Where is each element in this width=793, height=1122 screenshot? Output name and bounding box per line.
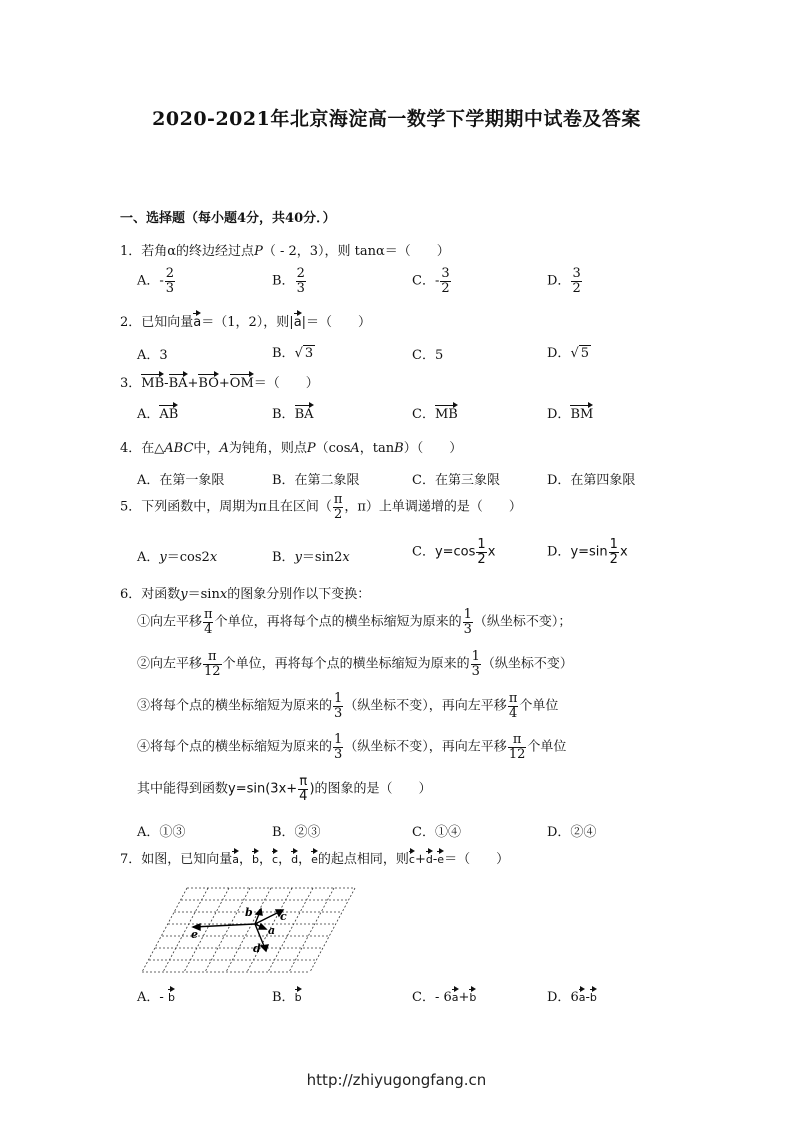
q6-transform-4: ④将每个点的横坐标缩短为原来的 $\frac{1}{3}$ （纵坐标不变），再向左平移 $\frac{\pi}{12}$ 个单位 <box>137 732 567 762</box>
q6-option-b: B．②③ <box>272 825 321 840</box>
page-title: 2020-2021年北京海淀高一数学下学期期中试卷及答案 <box>152 108 641 130</box>
q1-option-d: D． $\frac{3}{2}$ <box>547 266 581 296</box>
q1-option-a: A．- $\frac{2}{3}$ <box>137 266 175 296</box>
fig-label-a: a <box>268 924 276 937</box>
question-6-stem: 6．对函数y＝sinx的图象分别作以下变换： <box>120 587 371 602</box>
q2-option-c: C．5 <box>412 348 444 363</box>
q2-option-d: D．√ 5 <box>547 346 590 361</box>
q5-option-c: C．y=cos $\frac{1}{2}$ x <box>412 537 496 567</box>
q6-option-a: A．①③ <box>137 825 186 840</box>
q1-option-b: B． $\frac{2}{3}$ <box>272 266 305 296</box>
q4-option-d: D．在第四象限 <box>547 473 636 488</box>
q6-transform-1: ①向左平移 $\frac{\pi}{4}$ 个单位，再将每个点的横坐标缩短为原来的 $\frac{1}{3}$ （纵坐标不变）； <box>137 607 572 637</box>
q3-option-b: B．BA <box>272 402 314 422</box>
question-7-stem: 7．如图，已知向量a，b，c，d，e的起点相同，则c+d-e＝（ ） <box>120 848 509 867</box>
fig-label-c: c <box>280 910 287 923</box>
q6-question-line: 其中能得到函数y=sin(3x+ $\frac{\pi}{4}$ )的图象的是（ ） <box>137 774 432 804</box>
q6-option-c: C．①④ <box>412 825 461 840</box>
q3-option-d: D．BM <box>547 402 593 422</box>
q3-option-c: C．MB <box>412 402 458 422</box>
q2-option-a: A．3 <box>137 348 168 363</box>
q5-option-b: B．y＝sin2x <box>272 550 350 565</box>
question-1-stem: 1．若角α的终边经过点P（ - 2，3），则 tanα＝（ ） <box>120 244 450 259</box>
q1-option-c: C．- $\frac{3}{2}$ <box>412 266 450 296</box>
q5-option-d: D．y=sin $\frac{1}{2}$ x <box>547 537 628 567</box>
q4-option-b: B．在第二象限 <box>272 473 360 488</box>
question-2-stem: 2．已知向量a＝（1，2），则|a|＝（ ） <box>120 310 371 330</box>
question-5-stem: 5．下列函数中，周期为π且在区间（ $\frac{\pi}{2}$ ，π）上单调递增的是（ ） <box>120 492 522 522</box>
question-4-stem: 4．在△ABC中，A为钝角，则点P（cosA，tanB）（ ） <box>120 441 463 456</box>
q4-option-a: A．在第一象限 <box>137 473 225 488</box>
q6-transform-2: ②向左平移 $\frac{\pi}{12}$ 个单位，再将每个点的横坐标缩短为原来的 $\frac{1}{3}$ （纵坐标不变） <box>137 649 573 679</box>
question-3-stem: 3．MB-BA+BO+OM＝（ ） <box>120 371 319 391</box>
q3-option-a: A．AB <box>137 402 178 422</box>
fig-label-e: e <box>191 928 198 941</box>
footer-url[interactable]: http://zhiyugongfang.cn <box>306 1071 487 1089</box>
q7-option-a: A．- b <box>137 986 175 1005</box>
q7-option-c: C．- 6a+b <box>412 986 476 1005</box>
q5-option-a: A．y＝cos2x <box>137 550 218 565</box>
q4-option-c: C．在第三象限 <box>412 473 500 488</box>
fig-label-b: b <box>245 906 253 919</box>
q7-option-b: B．b <box>272 986 302 1005</box>
q2-option-b: B．√ 3 <box>272 346 314 361</box>
fig-label-d: d <box>253 942 261 955</box>
section-heading: 一、选择题（每小题4分，共40分．） <box>120 211 336 226</box>
vector-grid-figure <box>135 880 360 980</box>
q6-transform-3: ③将每个点的横坐标缩短为原来的 $\frac{1}{3}$ （纵坐标不变），再向左平移 $\frac{\pi}{4}$ 个单位 <box>137 691 559 721</box>
q7-option-d: D．6a-b <box>547 986 597 1005</box>
q6-option-d: D．②④ <box>547 825 597 840</box>
